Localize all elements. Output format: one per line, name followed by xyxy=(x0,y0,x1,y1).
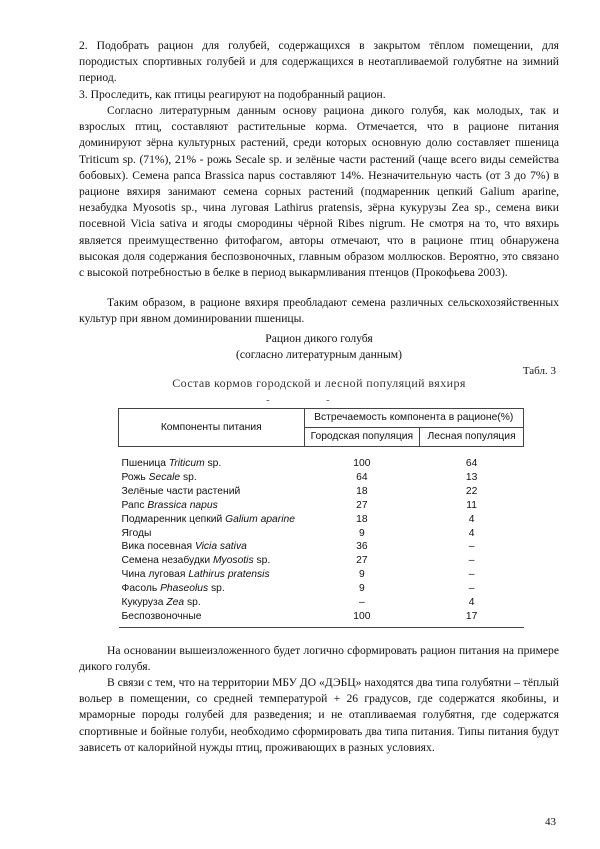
component-name: Пшеница Triticum sp. xyxy=(121,458,222,469)
latin-name: Galium aparine xyxy=(225,513,295,525)
header-city-population: Городская популяция xyxy=(304,428,420,447)
table-row xyxy=(119,485,524,499)
table-row xyxy=(119,527,524,541)
forest-value: 11 xyxy=(466,499,477,511)
city-value: – xyxy=(358,597,365,609)
forest-value: – xyxy=(468,541,475,553)
paragraph-task-3: 3. Проследить, как птицы реагируют на подобранный рацион. xyxy=(79,88,386,101)
city-value: 100 xyxy=(353,458,371,469)
city-value: 100 xyxy=(304,610,420,627)
paragraph-task-2: 2. Подобрать рацион для голубей, содержащихся в закрытом тёплом помещении, для породистых спортивных голубей и для содержащихся в неотапливаемой голубятне на зимний период. xyxy=(79,39,559,85)
component-name: Чина луговая Lathirus pratensis xyxy=(121,569,270,581)
latin-name: Zea xyxy=(166,597,185,609)
table-row xyxy=(119,554,524,568)
city-value: 9 xyxy=(358,583,365,595)
city-value: 9 xyxy=(358,527,365,539)
table-title: Состав кормов городской и лесной популяций вяхиря xyxy=(172,376,466,390)
city-value: 27 xyxy=(356,499,368,511)
component-name: Кукуруза Zea sp. xyxy=(121,597,201,609)
table-row xyxy=(119,471,524,485)
city-value: 18 xyxy=(356,513,368,525)
component-name: Семена незабудки Myosotis sp. xyxy=(121,555,271,567)
latin-name: Myosotis xyxy=(212,555,254,567)
table-row xyxy=(119,582,524,596)
paragraph-conclusion: Таким образом, в рационе вяхиря преобладают семена различных сельскохозяйственных культур при явном доминировании пшеницы. xyxy=(79,296,559,326)
component-name: Зелёные части растений xyxy=(121,485,241,497)
city-value: 36 xyxy=(356,541,368,553)
component-name: Рапс Brassica napus xyxy=(121,499,218,511)
table-row xyxy=(119,568,524,582)
diet-composition-table xyxy=(118,408,524,628)
forest-value: 4 xyxy=(468,597,475,609)
table-row xyxy=(119,596,524,610)
component-name: Беспозвоночные xyxy=(119,610,305,627)
latin-name: Brassica napus xyxy=(147,499,218,511)
paragraph-summary: На основании вышеизложенного будет логично сформировать рацион питания на примере дикого голубя. xyxy=(79,644,559,674)
forest-value: – xyxy=(468,569,475,581)
forest-value: 4 xyxy=(468,513,475,525)
paragraph-literature: Согласно литературным данным основу рациона дикого голубя, как молодых, так и взрослых птиц, составляют растительные корма. Отмечается, что в рационе питания доминируют зёрна культурных растений, среди которых основную долю составляет пшеница Triticum sp. (71%), 21% - рожь Secale sp. и зелёные части растений (чаще всего виды семейства бобовых). Семена рапса Brassica napus составляют 14%. Незначительную часть (от 3 до 7%) в рационе вяхиря занимают семена сорных растений (подмаренник цепкий Galium aparine, незабудка Myosotis sp., чина луговая Lathirus pratensis, зёрна кукурузы Zea sp., семена вики посевной Vicia sativa и ягоды смородины чёрной Ribes nigrum. Не смотря на то, что вяхирь является преимущественно фитофагом, авторы отмечают, что в рационе птиц обнаружена высокая доля содержания беспозвоночных, главным образом моллюсков. Вероятно, это связано с высокой потребностью в белке в период выкармливания птенцов (Прокофьева 2003). xyxy=(79,104,559,280)
city-value: 18 xyxy=(356,485,368,497)
latin-name: Phaseolus xyxy=(160,583,209,595)
table-row xyxy=(119,540,524,554)
city-value: 64 xyxy=(356,471,368,483)
component-name: Рожь Secale sp. xyxy=(121,471,197,483)
forest-value: – xyxy=(468,583,475,595)
page-number: 43 xyxy=(545,816,556,828)
city-value: 27 xyxy=(356,555,368,567)
latin-name: Secale xyxy=(148,471,181,483)
table-row xyxy=(119,513,524,527)
forest-value: – xyxy=(468,555,475,567)
table-dash-mark: - xyxy=(326,394,330,406)
component-name: Подмаренник цепкий Galium aparine xyxy=(121,513,295,525)
component-name: Ягоды xyxy=(121,527,152,539)
paragraph-dovecotes: В связи с тем, что на территории МБУ ДО «ДЭБЦ» находятся два типа голубятни – тёплый вольер в помещении, со средней температурой + 26 градусов, где содержатся якобины, и мраморные породы голубей для разведения; и не отапливаемая голубятня, где содержатся спортивные и бойные голуби, необходимо сформировать два типа питания. Типы питания будут зависеть от калорийной нужды птиц, проживающих в разных условиях. xyxy=(79,676,559,754)
table-body xyxy=(119,447,524,628)
header-occurrence: Встречаемость компонента в рационе(%) xyxy=(304,409,524,428)
table-row xyxy=(119,499,524,513)
latin-name: Lathirus pratensis xyxy=(188,569,270,581)
latin-name: Vicia sativa xyxy=(194,541,247,553)
forest-value: 4 xyxy=(468,527,475,539)
table-number: Табл. 3 xyxy=(522,365,556,377)
component-name: Вика посевная Vicia sativa xyxy=(121,541,247,553)
header-forest-population: Лесная популяция xyxy=(420,428,524,447)
table-caption-title: Рацион дикого голубя xyxy=(265,332,373,345)
component-name: Фасоль Phaseolus sp. xyxy=(121,583,225,595)
latin-name: Triticum xyxy=(168,458,205,469)
table-caption-subtitle: (согласно литературным данным) xyxy=(236,348,402,361)
header-components: Компоненты питания xyxy=(119,409,305,447)
forest-value: 17 xyxy=(420,610,524,627)
forest-value: 13 xyxy=(465,471,478,483)
table-dash-mark: - xyxy=(266,394,270,406)
table-row xyxy=(119,447,524,471)
forest-value: 22 xyxy=(465,485,478,497)
forest-value: 64 xyxy=(465,458,478,469)
table-row xyxy=(119,610,524,627)
city-value: 9 xyxy=(358,569,365,581)
